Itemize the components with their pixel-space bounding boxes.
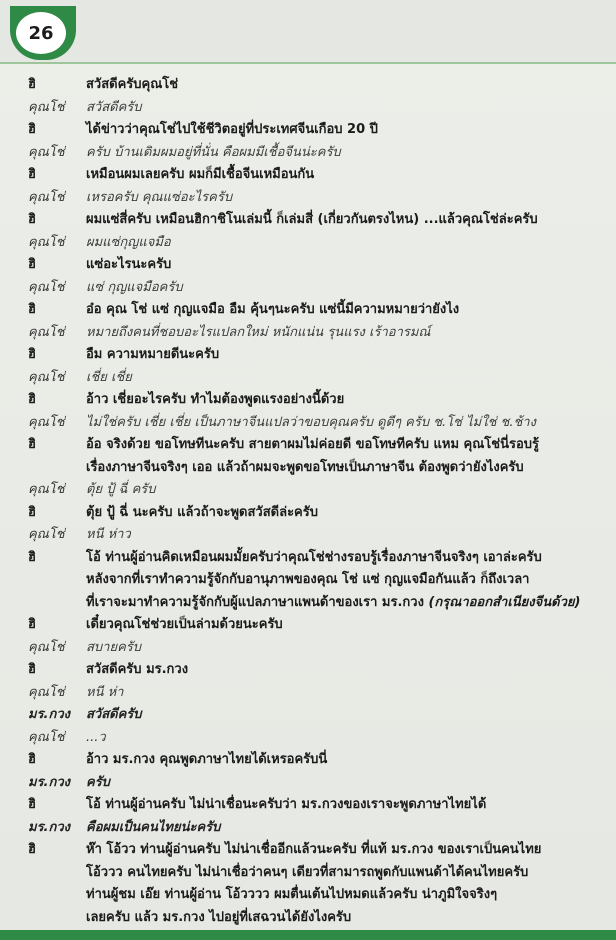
dialogue-line	[28, 254, 598, 277]
speaker-name: คุณโช่	[28, 684, 65, 700]
dialogue-text-line	[86, 637, 598, 660]
dialogue-text-line	[86, 434, 598, 457]
dialogue-text-content: สวัสดีครับ	[86, 707, 142, 722]
speaker-name: ฮิ	[28, 797, 36, 812]
dialogue-text-line	[86, 817, 598, 840]
dialogue-text-content: ครับ บ้านเดิมผมอยู่ที่นั่น คือผมมีเชื้อจีนน่ะครับ	[86, 144, 341, 160]
dialogue-text-line	[86, 119, 598, 142]
dialogue-line	[28, 794, 598, 817]
dialogue-text-content: ผมแซ่กุญแจมือ	[86, 234, 171, 250]
dialogue-text	[28, 74, 598, 929]
dialogue-line	[28, 772, 598, 795]
dialogue-line	[28, 389, 598, 412]
speaker-name: คุณโช่	[28, 324, 65, 340]
dialogue-text-content: ตุ้ย ปู้ ฉี่ ครับ	[86, 482, 156, 497]
dialogue-line	[28, 434, 598, 457]
speaker-name: คุณโช่	[28, 144, 65, 160]
dialogue-text-content: อ้าว มร.กวง คุณพูดภาษาไทยได้เหรอครับนี่	[86, 752, 328, 767]
speaker-name: คุณโช่	[28, 99, 65, 115]
speaker-name: คุณโช่	[28, 189, 65, 205]
dialogue-text-content: เรื่องภาษาจีนจริงๆ เออ แล้วถ้าผมจะพูดขอโทษเป็นภาษาจีน ต้องพูดว่ายังไงครับ	[86, 459, 524, 475]
dialogue-text-content: ห๊า โอ้วว ท่านผู้อ่านครับ ไม่น่าเชื่ออีกแล้วนะครับ ที่แท้ มร.กวง ของเราเป็นคนไทย	[86, 842, 542, 857]
dialogue-line	[28, 344, 598, 367]
dialogue-text-content: คือผมเป็นคนไทยน่ะครับ	[86, 819, 221, 835]
stage-direction: (กรุณาออกสำเนียงจีนด้วย)	[428, 594, 581, 610]
page-number-badge	[10, 6, 76, 60]
dialogue-line	[28, 749, 598, 772]
speaker-name: ฮิ	[28, 842, 36, 857]
dialogue-text-line	[86, 884, 598, 907]
speaker-name: ฮิ	[28, 662, 36, 677]
dialogue-text-line	[86, 749, 598, 772]
dialogue-line	[28, 502, 598, 525]
dialogue-text-line	[86, 839, 598, 862]
dialogue-line	[28, 367, 598, 390]
dialogue-text-content: ท่านผู้ชม เอ๊ย ท่านผู้อ่าน โอ้วววว ผมตื่นเต้นไปหมดแล้วครับ น่าภูมิใจจริงๆ	[86, 887, 498, 902]
dialogue-text-line	[86, 457, 598, 480]
dialogue-line	[28, 547, 598, 570]
dialogue-text-content: อ๋อ คุณ โช่ แซ่ กุญแจมือ อืม คุ้นๆนะครับ แซ่นี้มีความหมายว่ายังไง	[86, 302, 460, 317]
dialogue-line	[28, 74, 598, 97]
speaker-name: ฮิ	[28, 392, 36, 407]
speaker-name: คุณโช่	[28, 279, 65, 295]
speaker-name: ฮิ	[28, 617, 36, 632]
dialogue-line	[28, 119, 598, 142]
dialogue-text-line	[86, 794, 598, 817]
dialogue-text-content: โอ้ววว คนไทยครับ ไม่น่าเชื่อว่าคนๆ เดียวที่สามารถพูดกับแพนด้าได้คนไทยครับ	[86, 864, 529, 880]
speaker-name: คุณโช่	[28, 234, 65, 250]
dialogue-text-content: หลังจากที่เราทำความรู้จักกับอานุภาพของคุณ โช่ แซ่ กุญแจมือกันแล้ว ก็ถึงเวลา	[86, 572, 530, 587]
speaker-name: ฮิ	[28, 437, 36, 452]
speaker-name: ฮิ	[28, 504, 36, 520]
page-header-band	[0, 0, 616, 64]
speaker-name: มร.กวง	[28, 774, 71, 790]
dialogue-text-line	[86, 254, 598, 277]
dialogue-text-line	[86, 97, 598, 120]
page-number: 26	[16, 12, 66, 54]
dialogue-line	[28, 322, 598, 345]
dialogue-text-content: หนี ห่า	[86, 684, 124, 700]
dialogue-text-line	[86, 592, 598, 615]
speaker-name: คุณโช่	[28, 482, 65, 497]
dialogue-text-content: เหรอครับ คุณแซ่อะไรครับ	[86, 189, 233, 205]
speaker-name: ฮิ	[28, 257, 36, 272]
dialogue-text-content: หมายถึงคนที่ชอบอะไรแปลกใหม่ หนักแน่น รุนแรง เร้าอารมณ์	[86, 324, 431, 340]
dialogue-text-line	[86, 187, 598, 210]
speaker-name: ฮิ	[28, 212, 36, 227]
dialogue-text-content: สบายครับ	[86, 639, 142, 655]
dialogue-text-line	[86, 682, 598, 705]
dialogue-line	[28, 727, 598, 750]
dialogue-text-line	[86, 524, 598, 547]
dialogue-text-line	[86, 322, 598, 345]
dialogue-line	[28, 524, 598, 547]
dialogue-text-line	[86, 142, 598, 165]
dialogue-text-content: แซ่ กุญแจมือครับ	[86, 279, 183, 295]
dialogue-text-content: ...ว	[86, 729, 106, 745]
speaker-name: ฮิ	[28, 167, 36, 182]
dialogue-line	[28, 299, 598, 322]
dialogue-text-line	[86, 614, 598, 637]
dialogue-text-line	[86, 772, 598, 795]
dialogue-text-line	[86, 704, 598, 727]
dialogue-line	[28, 97, 598, 120]
dialogue-text-line	[86, 412, 598, 435]
dialogue-line	[28, 277, 598, 300]
dialogue-text-content: เลยครับ แล้ว มร.กวง ไปอยู่ที่เสฉวนได้ยังไงครับ	[86, 909, 352, 925]
dialogue-text-content: ได้ข่าวว่าคุณโช่ไปใช้ชีวิตอยู่ที่ประเทศจีนเกือบ 20 ปี	[86, 122, 378, 137]
dialogue-text-line	[86, 479, 598, 502]
dialogue-line	[28, 209, 598, 232]
dialogue-line	[28, 412, 598, 435]
dialogue-text-content: สวัสดีครับ	[86, 99, 142, 115]
dialogue-text-content: อ้าว เชี่ยอะไรครับ ทำไมต้องพูดแรงอย่างนี้ด้วย	[86, 392, 345, 407]
dialogue-text-content: สวัสดีครับ มร.กวง	[86, 662, 189, 677]
dialogue-text-line	[86, 344, 598, 367]
dialogue-text-content: ที่เราจะมาทำความรู้จักกับผู้แปลภาษาแพนด้าของเรา มร.กวง	[86, 594, 424, 610]
dialogue-line	[28, 592, 598, 615]
dialogue-line	[28, 659, 598, 682]
dialogue-text-line	[86, 277, 598, 300]
dialogue-line	[28, 614, 598, 637]
dialogue-line	[28, 232, 598, 255]
dialogue-line	[28, 907, 598, 930]
dialogue-text-content: เหมือนผมเลยครับ ผมก็มีเชื้อจีนเหมือนกัน	[86, 167, 315, 182]
dialogue-text-content: เชี่ย เชี่ย	[86, 369, 132, 385]
speaker-name: ฮิ	[28, 549, 36, 565]
speaker-name: มร.กวง	[28, 819, 71, 835]
dialogue-text-line	[86, 727, 598, 750]
dialogue-text-content: โอ้ ท่านผู้อ่านคิดเหมือนผมมั้ยครับว่าคุณโช่ช่างรอบรู้เรื่องภาษาจีนจริงๆ เอาล่ะครับ	[86, 549, 542, 565]
dialogue-text-content: ผมแซ่สี่ครับ เหมือนฮิกาชิโนเล่มนี้ ก็เล่มสี่ (เกี่ยวกันตรงไหน) ...แล้วคุณโช่ล่ะครับ	[86, 212, 538, 227]
dialogue-text-content: ครับ	[86, 774, 110, 790]
dialogue-line	[28, 142, 598, 165]
speaker-name: คุณโช่	[28, 729, 65, 745]
dialogue-line	[28, 569, 598, 592]
dialogue-text-content: ตุ้ย ปู้ ฉี่ นะครับ แล้วถ้าจะพูดสวัสดีล่ะครับ	[86, 504, 318, 520]
dialogue-line	[28, 479, 598, 502]
dialogue-text-line	[86, 502, 598, 525]
dialogue-text-line	[86, 547, 598, 570]
dialogue-text-line	[86, 389, 598, 412]
dialogue-text-line	[86, 299, 598, 322]
dialogue-text-line	[86, 74, 598, 97]
dialogue-text-line	[86, 209, 598, 232]
dialogue-line	[28, 457, 598, 480]
dialogue-text-line	[86, 862, 598, 885]
dialogue-text-content: สวัสดีครับคุณโช่	[86, 77, 179, 92]
speaker-name: คุณโช่	[28, 369, 65, 385]
dialogue-text-line	[86, 659, 598, 682]
speaker-name: คุณโช่	[28, 639, 65, 655]
speaker-name: ฮิ	[28, 347, 36, 362]
speaker-name: คุณโช่	[28, 414, 65, 430]
dialogue-line	[28, 884, 598, 907]
dialogue-text-content: หนี ห่าว	[86, 527, 131, 542]
speaker-name: มร.กวง	[28, 707, 71, 722]
dialogue-text-content: โอ้ ท่านผู้อ่านครับ ไม่น่าเชื่อนะครับว่า มร.กวงของเราจะพูดภาษาไทยได้	[86, 797, 487, 812]
dialogue-line	[28, 839, 598, 862]
dialogue-line	[28, 862, 598, 885]
dialogue-text-content: ไม่ใช่ครับ เชี่ย เชี่ย เป็นภาษาจีนแปลว่าขอบคุณครับ ดูดีๆ ครับ ช.โช่ ไม่ใช่ ช.ช้าง	[86, 414, 536, 430]
dialogue-text-content: เดี๋ยวคุณโช่ช่วยเป็นล่ามด้วยนะครับ	[86, 617, 283, 632]
speaker-name: ฮิ	[28, 752, 36, 767]
dialogue-line	[28, 682, 598, 705]
dialogue-text-line	[86, 367, 598, 390]
dialogue-line	[28, 164, 598, 187]
dialogue-line	[28, 817, 598, 840]
dialogue-text-content: อืม ความหมายดีนะครับ	[86, 347, 220, 362]
dialogue-text-content: แซ่อะไรนะครับ	[86, 257, 172, 272]
speaker-name: ฮิ	[28, 77, 36, 92]
speaker-name: คุณโช่	[28, 527, 65, 542]
dialogue-text-line	[86, 907, 598, 930]
speaker-name: ฮิ	[28, 302, 36, 317]
dialogue-line	[28, 637, 598, 660]
dialogue-text-line	[86, 569, 598, 592]
page-footer-band	[0, 930, 616, 940]
dialogue-text-content: อ้อ จริงด้วย ขอโทษทีนะครับ สายตาผมไม่ค่อยดี ขอโทษทีครับ แหม คุณโช่นี่รอบรู้	[86, 437, 540, 452]
speaker-name: ฮิ	[28, 122, 36, 137]
dialogue-line	[28, 187, 598, 210]
dialogue-text-line	[86, 232, 598, 255]
dialogue-line	[28, 704, 598, 727]
dialogue-text-line	[86, 164, 598, 187]
